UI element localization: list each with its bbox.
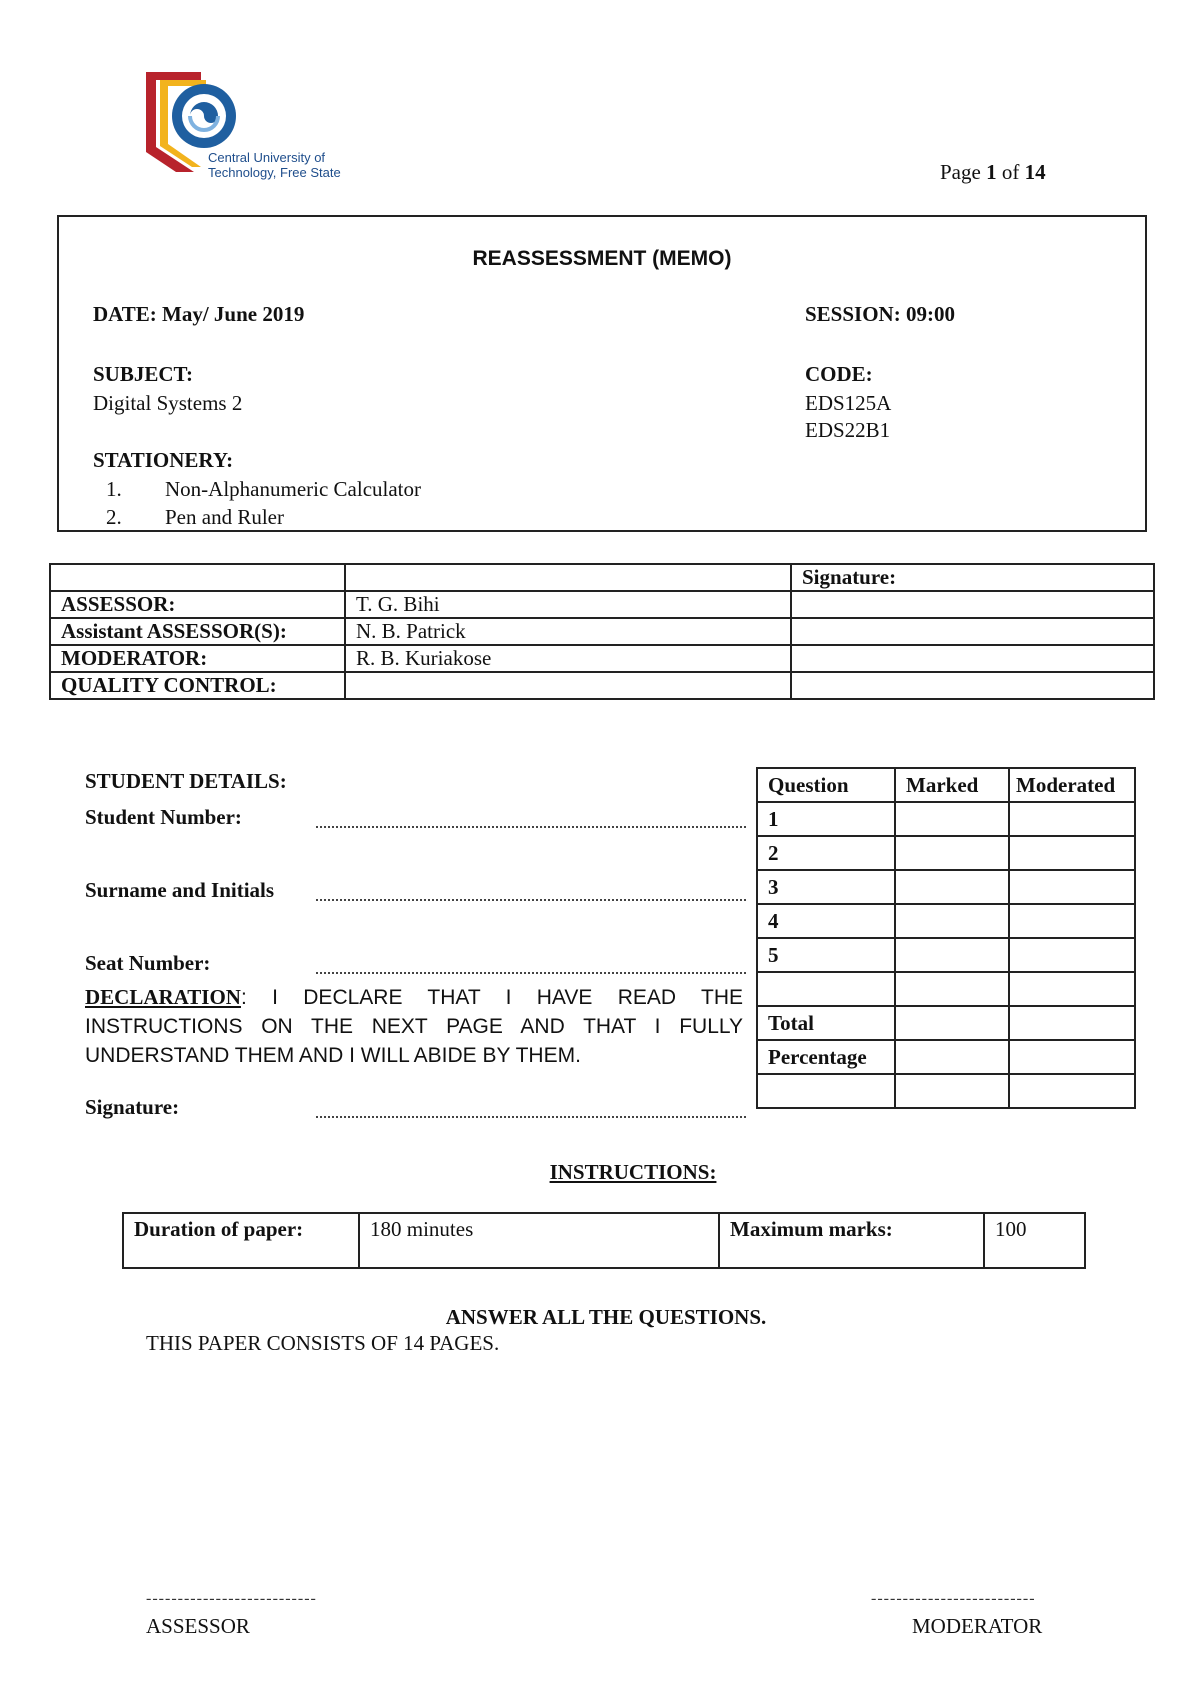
page-current: 1 (986, 160, 997, 184)
exam-title: REASSESSMENT (MEMO) (472, 247, 732, 270)
header-moderated: Moderated (1009, 768, 1135, 802)
moderated-cell[interactable] (1009, 1006, 1135, 1040)
seat-number-label: Seat Number: (85, 951, 211, 975)
staff-cell (345, 564, 791, 591)
student-details-heading: STUDENT DETAILS: (85, 769, 287, 793)
marked-cell[interactable] (895, 1006, 1009, 1040)
question-label (757, 972, 895, 1006)
moderated-cell[interactable] (1009, 802, 1135, 836)
page-of: of (996, 160, 1025, 184)
staff-name (345, 672, 791, 699)
table-row (757, 972, 1135, 1006)
student-number-label: Student Number: (85, 805, 242, 829)
total-label: Total (757, 1006, 895, 1040)
staff-role: MODERATOR: (50, 645, 345, 672)
duration-label: Duration of paper: (123, 1213, 359, 1268)
question-label (757, 1074, 895, 1108)
table-row (757, 904, 1135, 938)
assessor-sign-line: --------------------------- (146, 1590, 317, 1607)
moderated-cell[interactable] (1009, 870, 1135, 904)
table-row (757, 1074, 1135, 1108)
staff-signature-cell[interactable] (791, 591, 1154, 618)
surname-field[interactable] (316, 899, 746, 901)
question-label: 3 (757, 870, 895, 904)
exam-session: SESSION: 09:00 (805, 302, 955, 326)
staff-header-row (50, 564, 1154, 591)
marked-cell[interactable] (895, 1074, 1009, 1108)
student-number-field[interactable] (316, 826, 746, 828)
staff-role: ASSESSOR: (50, 591, 345, 618)
stationery-label: STATIONERY: (93, 448, 234, 472)
staff-signature-cell[interactable] (791, 672, 1154, 699)
instructions-heading: INSTRUCTIONS: (549, 1160, 717, 1184)
stationery-num-2: 2. (106, 505, 122, 529)
question-label: 5 (757, 938, 895, 972)
marked-cell[interactable] (895, 870, 1009, 904)
table-row (757, 1006, 1135, 1040)
instructions-table (122, 1212, 1086, 1269)
moderator-sign-line: -------------------------- (871, 1590, 1036, 1607)
question-label: 2 (757, 836, 895, 870)
table-row (50, 672, 1154, 699)
marks-header-row (757, 768, 1135, 802)
duration-value: 180 minutes (359, 1213, 719, 1268)
marked-cell[interactable] (895, 972, 1009, 1006)
marked-cell[interactable] (895, 836, 1009, 870)
moderated-cell[interactable] (1009, 904, 1135, 938)
pages-note: THIS PAPER CONSISTS OF 14 PAGES. (146, 1331, 500, 1355)
staff-role: Assistant ASSESSOR(S): (50, 618, 345, 645)
code-value-1: EDS125A (805, 391, 892, 415)
staff-table (49, 563, 1155, 700)
exam-header-box (57, 215, 1147, 532)
staff-role: QUALITY CONTROL: (50, 672, 345, 699)
marked-cell[interactable] (895, 802, 1009, 836)
staff-cell (50, 564, 345, 591)
staff-signature-cell[interactable] (791, 645, 1154, 672)
answer-all-note: ANSWER ALL THE QUESTIONS. (445, 1305, 767, 1329)
table-row (50, 591, 1154, 618)
table-row (50, 645, 1154, 672)
declaration-label: DECLARATION (85, 985, 241, 1009)
logo-text (208, 150, 341, 180)
percentage-label: Percentage (757, 1040, 895, 1074)
max-marks-label: Maximum marks: (719, 1213, 984, 1268)
moderated-cell[interactable] (1009, 1074, 1135, 1108)
marks-table (756, 767, 1136, 1109)
staff-signature-cell[interactable] (791, 618, 1154, 645)
table-row (123, 1213, 1085, 1268)
code-value-2: EDS22B1 (805, 418, 891, 442)
stationery-num-1: 1. (106, 477, 122, 501)
staff-name: R. B. Kuriakose (345, 645, 791, 672)
table-row (757, 870, 1135, 904)
subject-value: Digital Systems 2 (93, 391, 243, 415)
staff-name: T. G. Bihi (345, 591, 791, 618)
logo-line-2: Technology, Free State (208, 165, 341, 180)
code-label: CODE: (805, 362, 873, 386)
marked-cell[interactable] (895, 904, 1009, 938)
seat-number-field[interactable] (316, 972, 746, 974)
moderated-cell[interactable] (1009, 938, 1135, 972)
marked-cell[interactable] (895, 1040, 1009, 1074)
header-marked: Marked (895, 768, 1009, 802)
declaration (85, 983, 743, 1070)
signature-header: Signature: (791, 564, 1154, 591)
marked-cell[interactable] (895, 938, 1009, 972)
page-prefix: Page (940, 160, 987, 184)
question-label: 4 (757, 904, 895, 938)
stationery-item-2: Pen and Ruler (165, 505, 284, 529)
table-row (50, 618, 1154, 645)
moderator-footer-label: MODERATOR (912, 1614, 1043, 1638)
header-question: Question (757, 768, 895, 802)
subject-label: SUBJECT: (93, 362, 193, 386)
page-total: 14 (1024, 160, 1046, 184)
declaration-text: : I DECLARE THAT I HAVE READ THE INSTRUCTIONS ON THE NEXT PAGE AND THAT I FULLY UNDERSTAND THEM AND I WILL ABIDE BY THEM. (85, 986, 743, 1067)
table-row (757, 802, 1135, 836)
table-row (757, 1040, 1135, 1074)
moderated-cell[interactable] (1009, 1040, 1135, 1074)
page-number (940, 160, 1046, 185)
exam-date: DATE: May/ June 2019 (93, 302, 305, 326)
signature-label: Signature: (85, 1095, 180, 1119)
question-label: 1 (757, 802, 895, 836)
surname-label: Surname and Initials (85, 878, 275, 902)
staff-name: N. B. Patrick (345, 618, 791, 645)
table-row (757, 938, 1135, 972)
stationery-item-1: Non-Alphanumeric Calculator (165, 477, 421, 501)
signature-field[interactable] (316, 1116, 746, 1118)
assessor-footer-label: ASSESSOR (146, 1614, 250, 1638)
max-marks-value: 100 (984, 1213, 1085, 1268)
moderated-cell[interactable] (1009, 836, 1135, 870)
table-row (757, 836, 1135, 870)
moderated-cell[interactable] (1009, 972, 1135, 1006)
logo-line-1: Central University of (208, 150, 326, 165)
